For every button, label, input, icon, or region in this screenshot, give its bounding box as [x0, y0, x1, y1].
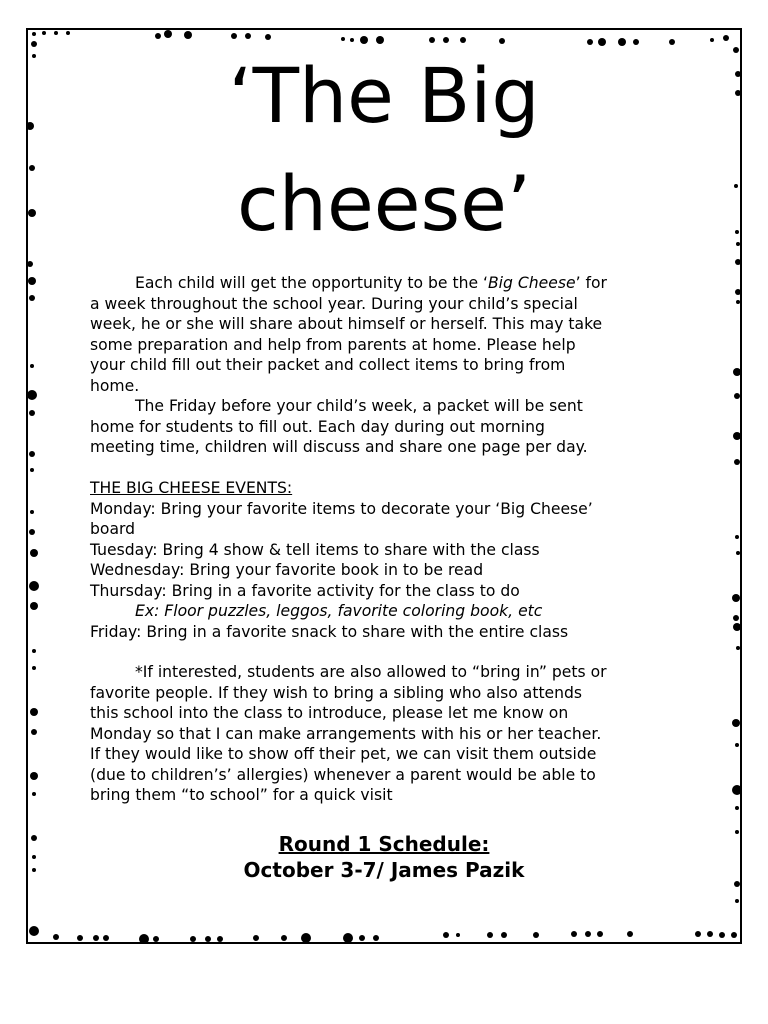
intro-text-before: Each child will get the opportunity to be the ‘ — [135, 274, 488, 292]
intro-line: week, he or she will share about himself or herself. This may take — [90, 315, 603, 333]
interest-line: bring them “to school” for a quick visit — [90, 786, 393, 804]
event-monday: Monday: Bring your favorite items to decorate your ‘Big Cheese’ — [90, 499, 593, 518]
events-section — [90, 478, 690, 642]
event-thursday: Thursday: Bring in a favorite activity for the class to do — [90, 581, 520, 600]
events-heading: THE BIG CHEESE EVENTS: — [90, 479, 293, 497]
intro-line: The Friday before your child’s week, a packet will be sent — [135, 397, 583, 415]
event-example: Ex: Floor puzzles, leggos, favorite coloring book, etc — [135, 602, 543, 620]
intro-line: some preparation and help from parents at home. Please help — [90, 335, 576, 354]
intro-line: a week throughout the school year. During your child’s special — [90, 294, 578, 313]
interest-section — [90, 662, 690, 806]
title-line-1: ‘The Big — [228, 51, 540, 140]
event-friday: Friday: Bring in a favorite snack to share with the entire class — [90, 622, 569, 641]
interest-line: *If interested, students are also allowed to “bring in” pets or — [135, 663, 607, 681]
big-cheese-emphasis: Big Cheese — [487, 274, 576, 292]
title-line-2: cheese’ — [237, 159, 531, 248]
intro-line: home. — [90, 376, 140, 395]
interest-line: If they would like to show off their pet, we can visit them outside — [90, 745, 597, 763]
event-tuesday: Tuesday: Bring 4 show & tell items to share with the class — [90, 540, 540, 559]
event-monday-cont: board — [90, 520, 136, 538]
intro-line: home for students to fill out. Each day during out morning — [90, 417, 545, 436]
interest-line: (due to children’s’ allergies) whenever a parent would be able to — [90, 765, 596, 784]
schedule-heading: Round 1 Schedule: — [278, 832, 490, 856]
intro-line: your child fill out their packet and collect items to bring from — [90, 356, 566, 374]
intro-first-line — [90, 273, 690, 294]
intro-text-after: ’ for — [575, 274, 607, 292]
event-wednesday: Wednesday: Bring your favorite book in to be read — [90, 561, 484, 579]
schedule-date: October 3-7/ James Pazik — [243, 858, 525, 882]
interest-line: favorite people. If they wish to bring a sibling who also attends — [90, 683, 583, 702]
interest-line: this school into the class to introduce, please let me know on — [90, 704, 569, 722]
intro-section — [90, 273, 690, 458]
interest-line: Monday so that I can make arrangements with his or her teacher. — [90, 724, 602, 743]
intro-line: meeting time, children will discuss and share one page per day. — [90, 438, 588, 456]
